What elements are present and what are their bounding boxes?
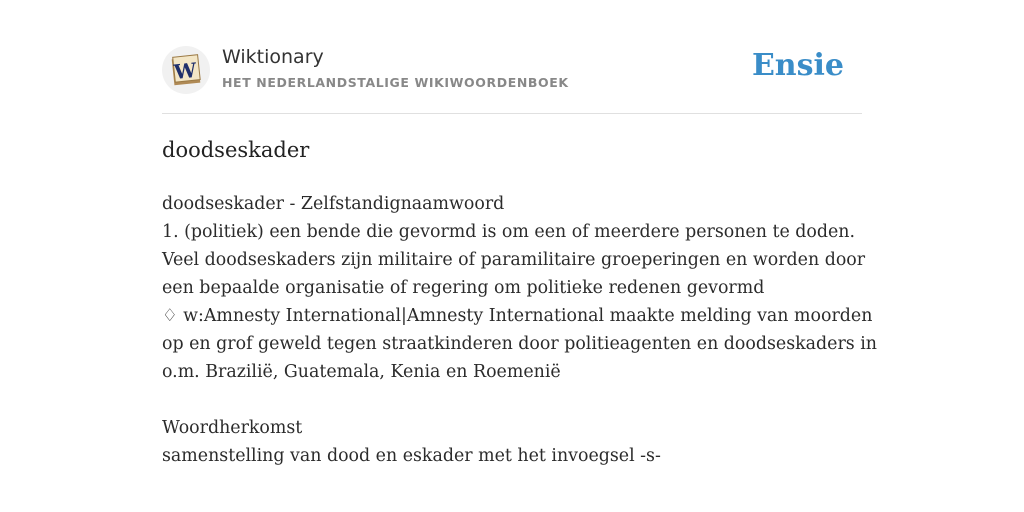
entry-title: doodseskader	[162, 138, 310, 162]
ensie-brand-logo[interactable]: Ensie	[751, 48, 844, 83]
site-name[interactable]: Wiktionary	[222, 46, 324, 68]
definition-line: 1. (politiek) een bende die gevormd is om een of meerdere personen te doden.	[162, 222, 856, 242]
site-header	[162, 44, 862, 114]
example-line: o.m. Brazilië, Guatemala, Kenia en Roemenië	[162, 362, 561, 382]
definition-line: doodseskader - Zelfstandignaamwoord	[162, 194, 505, 214]
etymology-heading: Woordherkomst	[162, 418, 303, 438]
site-tagline: HET NEDERLANDSTALIGE WIKIWOORDENBOEK	[222, 75, 569, 90]
w-tile-icon	[168, 52, 204, 88]
etymology-text: samenstelling van dood en eskader met het invoegsel -s-	[162, 446, 661, 466]
svg-text:W: W	[172, 57, 198, 85]
example-line: ♢ w:Amnesty International|Amnesty International maakte melding van moorden	[162, 306, 873, 326]
example-line: op en grof geweld tegen straatkinderen door politieagenten en doodseskaders in	[162, 334, 878, 354]
entry-content	[162, 190, 878, 470]
spacer	[162, 386, 862, 414]
definition-line: Veel doodseskaders zijn militaire of paramilitaire groeperingen en worden door	[162, 250, 866, 270]
definition-line: een bepaalde organisatie of regering om politieke redenen gevormd	[162, 278, 765, 298]
wiktionary-logo-icon[interactable]	[162, 46, 210, 94]
